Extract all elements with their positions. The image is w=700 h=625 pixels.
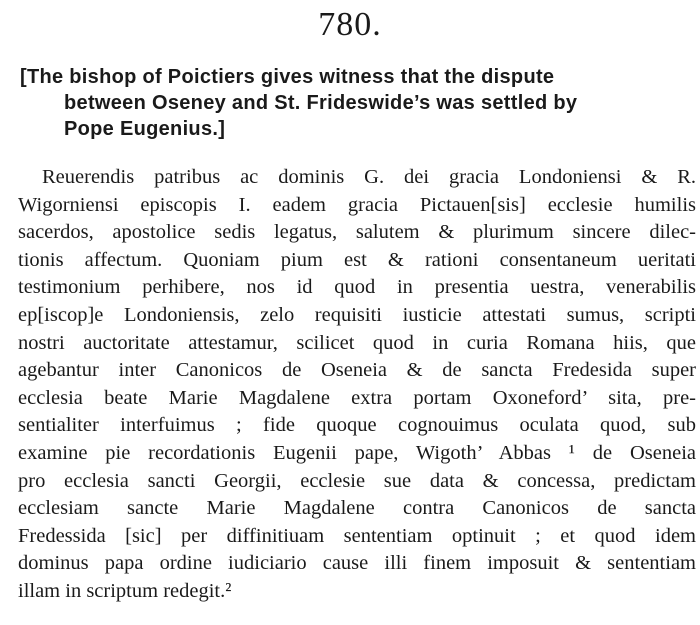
text-line: Reuerendis patribus ac dominis G. dei gracia Londoniensi & R. <box>42 166 696 188</box>
text-line: sentialiter interfuimus ; fide quoque cognouimus oculata quod, sub <box>18 414 696 437</box>
text-line: tionis affectum. Quoniam pium est & rationi consentaneum ueritati <box>18 248 696 271</box>
text-line: dominus papa ordine iudiciario cause illi finem imposuit & sententiam <box>18 552 696 575</box>
text-line: Wigorniensi episcopis I. eadem gracia Pictauen[sis] ecclesie humilis <box>18 193 696 216</box>
text-line: examine pie recordationis Eugenii pape, Wigoth’ Abbas ¹ de Oseneia <box>18 441 696 464</box>
heading-line: [The bishop of Poictiers gives witness that the dispute <box>20 66 555 88</box>
text-line: illam in scriptum redegit.² <box>18 579 232 602</box>
text-line: testimonium perhibere, nos id quod in presentia uestra, venerabilis <box>18 276 696 299</box>
text-line: ecclesiam sancte Marie Magdalene contra Canonicos de sancta <box>18 497 696 520</box>
text-line: Fredessida [sic] per diffinitiuam sententiam optinuit ; et quod idem <box>18 524 696 547</box>
text-line: ecclesia beate Marie Magdalene extra portam Oxoneford’ sita, pre- <box>18 386 696 409</box>
heading-line: between Oseney and St. Frideswide’s was settled by <box>64 92 578 114</box>
document-number: 780. <box>318 6 382 43</box>
charter-text <box>18 164 696 606</box>
text-line: agebantur inter Canonicos de Oseneia & de sancta Fredesida super <box>18 359 696 382</box>
heading-line: Pope Eugenius.] <box>64 118 226 140</box>
text-line: nostri auctoritate attestamur, scilicet quod in curia Romana hiis, que <box>18 331 696 354</box>
text-line: sacerdos, apostolice sedis legatus, salutem & plurimum sincere dilec- <box>18 221 696 244</box>
text-line: ep[iscop]e Londoniensis, zelo requisiti iusticie attestati sumus, scripti <box>18 303 696 326</box>
document-heading <box>20 64 694 142</box>
text-line: pro ecclesia sancti Georgii, ecclesie sue data & concessa, predictam <box>18 469 696 492</box>
